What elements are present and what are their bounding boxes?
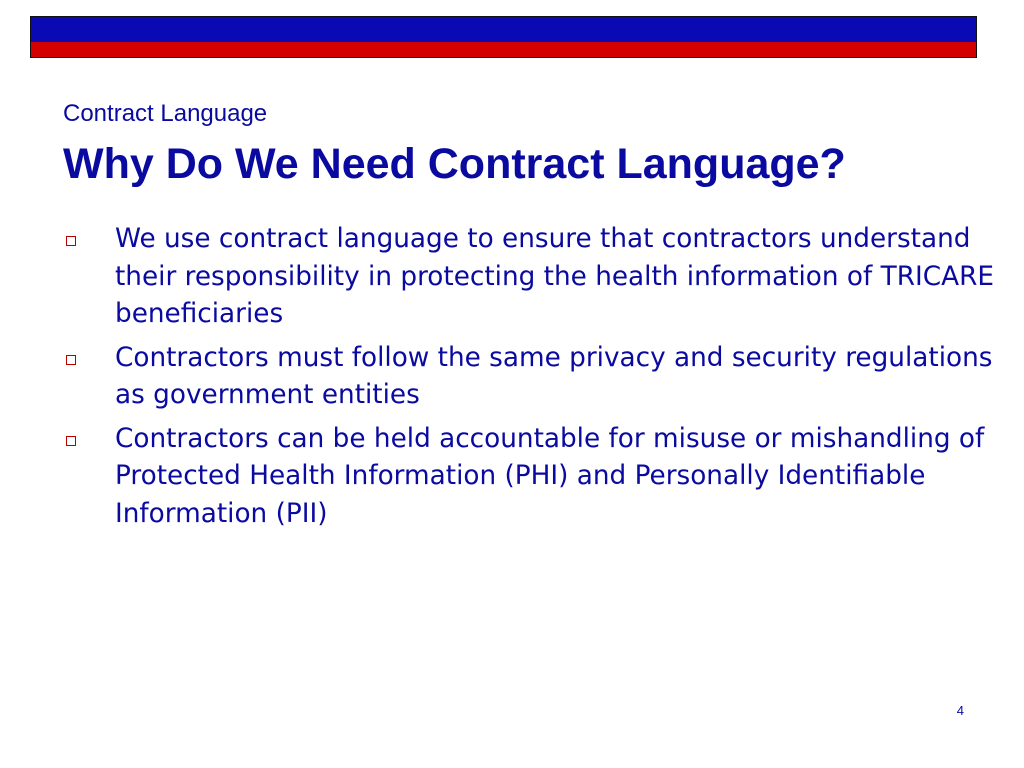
bullet-text: Contractors must follow the same privacy and security regulations as government entities xyxy=(115,342,993,410)
bullet-item xyxy=(66,221,996,334)
section-label: Contract Language xyxy=(63,100,268,127)
header-banner xyxy=(30,16,977,58)
bullet-text: Contractors can be held accountable for misuse or mishandling of Protected Health Information (PHI) and Personally Identifiable Information (PII) xyxy=(115,423,985,529)
page-number: 4 xyxy=(956,703,964,718)
hollow-square-bullet-icon xyxy=(66,355,76,365)
bullet-item xyxy=(66,421,996,534)
bullet-list xyxy=(66,221,996,539)
banner-red-stripe xyxy=(31,42,976,57)
banner-blue-stripe xyxy=(31,17,976,42)
hollow-square-bullet-icon xyxy=(66,236,76,246)
hollow-square-bullet-icon xyxy=(66,436,76,446)
slide-title: Why Do We Need Contract Language? xyxy=(63,140,846,188)
bullet-text: We use contract language to ensure that contractors understand their responsibility in protecting the health information of TRICARE beneficiaries xyxy=(115,224,994,329)
bullet-item xyxy=(66,340,996,415)
